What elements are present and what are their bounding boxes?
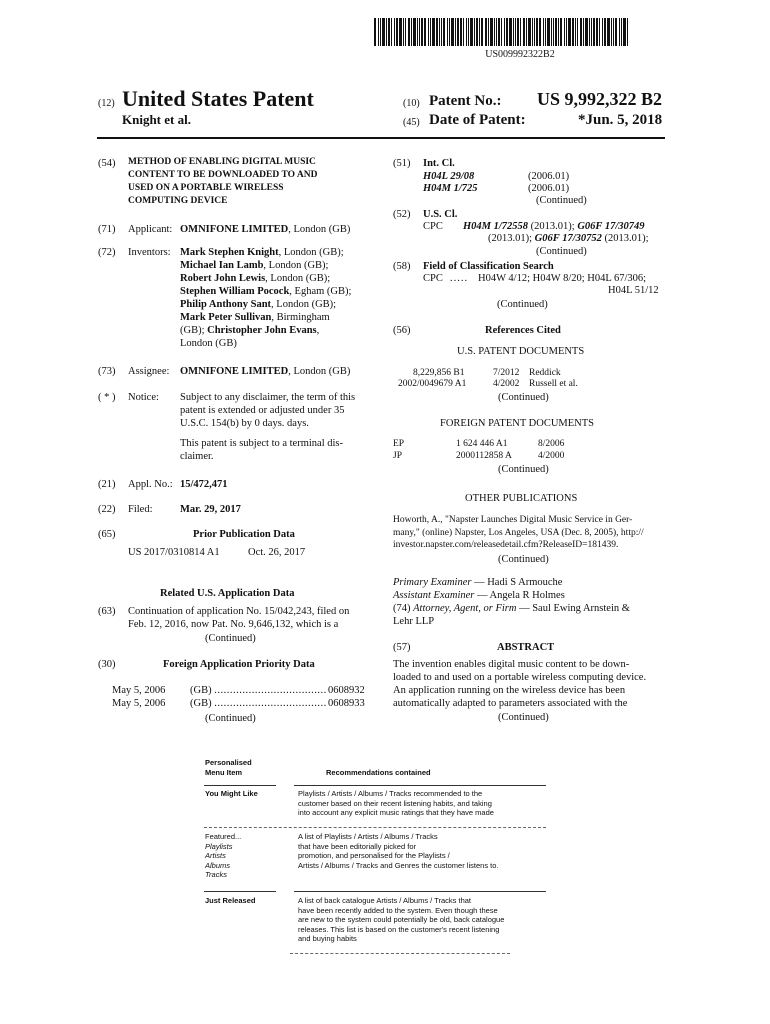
field-dots: ..... [450,273,469,284]
barcode-bar [388,18,390,46]
barcode-bar [564,18,565,46]
barcode-bar [386,18,387,46]
barcode-bar [509,18,512,46]
barcode-bar [532,18,533,46]
applicant: OMNIFONE LIMITED, London (GB) [180,224,351,235]
figure-col2-header: Recommendations contained [326,768,431,777]
barcode-bar [523,18,525,46]
barcode-bar [479,18,480,46]
us-doc-1-inventor: Reddick [529,368,561,378]
references-title: References Cited [485,325,561,336]
abstract-continued: (Continued) [498,712,549,723]
intcl-version-1: (2006.01) [528,171,570,182]
barcode-bar [405,18,406,46]
code-58: (58) [393,261,411,272]
code-71: (71) [98,224,116,235]
barcode-bar [506,18,508,46]
cpc-label: CPC [423,221,443,232]
foreign-docs-continued: (Continued) [498,464,549,475]
figure-row-1-item: You Might Like [205,789,258,798]
code-73: (73) [98,366,116,377]
related-continued: (Continued) [205,633,256,644]
barcode-bar [436,18,438,46]
figure-rule-3b [204,891,276,892]
barcode-bar [430,18,431,46]
patent-number: US 9,992,322 B2 [537,89,663,109]
barcode-bar [536,18,538,46]
filed-date: Mar. 29, 2017 [180,504,241,515]
inventors-list: Mark Stephen Knight, London (GB); Michael Ian Lamb, London (GB); Robert John Lewis, London (GB); Stephen William Pocock, Egham (GB); Philip Anthony Sant, London (GB); Mark Peter Sullivan, Birmingham (GB); Christopher John Evans, London (GB) [180,247,352,349]
barcode-bar [481,18,483,46]
barcode-bar [583,18,584,46]
barcode-bar [528,18,531,46]
barcode-bar [476,18,478,46]
barcode-bar [413,18,416,46]
inventors-label: Inventors: [128,247,171,258]
barcode-bar [421,18,423,46]
code-22: (22) [98,504,116,515]
us-docs-title: U.S. PATENT DOCUMENTS [457,346,585,357]
barcode-bar [599,18,600,46]
barcode-bar [615,18,617,46]
related-text: Continuation of application No. 15/042,243, filed on Feb. 12, 2016, now Pat. No. 9,646,132, which is a [128,606,350,630]
barcode-bar [485,18,487,46]
foreign-row-1-country: (GB) .................................... [190,685,327,696]
barcode-bar [551,18,552,46]
barcode-bar [621,18,622,46]
barcode-bar [568,18,571,46]
prior-publication-title: Prior Publication Data [193,529,295,540]
barcode-bar [545,18,546,46]
barcode-image [374,18,664,46]
code-72: (72) [98,247,116,258]
barcode-bar [602,18,603,46]
field-continued: (Continued) [497,299,548,310]
barcode-bar [572,18,574,46]
attorney-line-2: Lehr LLP [393,616,435,627]
barcode-bar [611,18,612,46]
other-publications-text: Howorth, A., "Napster Launches Digital Music Service in Ger- many," (online) Napster, Los Angeles, USA (Dec. 8, 2005), http:// investor.napster.com/releasedetail.cfm?ReleaseID=181439. [393,515,644,550]
barcode-bar [593,18,595,46]
figure-rule-2 [204,827,546,828]
document-title: United States Patent [122,86,314,111]
terminal-disclaimer: This patent is subject to a terminal dis- claimer. [180,438,344,462]
figure-rule-1b [204,785,276,786]
barcode-bar [580,18,582,46]
barcode-bar [504,18,505,46]
appl-label: Appl. No.: [128,479,173,490]
barcode-bar [501,18,502,46]
barcode-bar [623,18,626,46]
code-notice: ( * ) [98,392,116,403]
barcode-bar [575,18,576,46]
field-search-label: Field of Classification Search [423,261,554,272]
intcl-version-2: (2006.01) [528,183,570,194]
barcode-bar [417,18,418,46]
figure-col1-header: Personalised Menu Item [205,758,252,777]
foreign-continued: (Continued) [205,713,256,724]
barcode-bar [596,18,598,46]
barcode-bar [560,18,562,46]
barcode-bar [534,18,535,46]
foreign-row-1: May 5, 2006 [112,685,166,696]
barcode-bar [553,18,554,46]
barcode-bar [403,18,404,46]
intcl-label: Int. Cl. [423,158,455,169]
barcode-bar [394,18,395,46]
code-52: (52) [393,209,411,220]
figure-rule-3 [294,891,546,892]
barcode-bar [498,18,500,46]
field-cpc-label: CPC [423,273,443,284]
attorney: (74) Attorney, Agent, or Firm — Saul Ewing Arnstein & [393,603,630,614]
notice-text: Subject to any disclaimer, the term of this patent is extended or adjusted under 35 U.S.C. 154(b) by 0 days. days. [180,392,356,429]
barcode-bar [466,18,467,46]
barcode-bar [457,18,459,46]
date-label: Date of Patent: [429,112,526,128]
foreign-row-2-country: (GB) .................................... [190,698,327,709]
barcode-bar [380,18,381,46]
barcode-bar [411,18,412,46]
foreign-doc-2-date: 4/2000 [538,451,565,461]
foreign-doc-2-number: 2000112858 A [456,451,512,461]
barcode-bar [619,18,620,46]
foreign-doc-2-country: JP [393,451,402,461]
barcode-bar [399,18,402,46]
intcl-class-1: H04L 29/08 [423,171,475,182]
assistant-examiner: Assistant Examiner — Angela R Holmes [393,590,565,601]
barcode-bar [419,18,420,46]
foreign-row-2: May 5, 2006 [112,698,166,709]
barcode-bar [451,18,454,46]
barcode-bar [494,18,495,46]
other-publications-continued: (Continued) [498,554,549,565]
barcode-bar [558,18,559,46]
barcode-bar [443,18,445,46]
barcode-bar [566,18,567,46]
primary-examiner: Primary Examiner — Hadi S Armouche [393,577,563,588]
us-doc-1-date: 7/2012 [493,368,520,378]
barcode-bar [428,18,429,46]
related-title: Related U.S. Application Data [160,588,295,599]
abstract-title: ABSTRACT [497,642,555,653]
foreign-doc-1-number: 1 624 446 A1 [456,439,508,449]
assignee-label: Assignee: [128,366,170,377]
us-doc-1-number: 8,229,856 B1 [413,368,465,378]
barcode-bar [526,18,527,46]
foreign-row-2-number: 0608933 [328,698,365,709]
code-57: (57) [393,642,411,653]
patent-date: *Jun. 5, 2018 [578,112,663,128]
barcode-bar [627,18,628,46]
barcode-bar [604,18,606,46]
barcode-bar [463,18,464,46]
code-51: (51) [393,158,411,169]
barcode-bar [460,18,462,46]
us-doc-2-number: 2002/0049679 A1 [398,379,467,389]
barcode-bar [474,18,475,46]
appl-number: 15/472,471 [180,479,228,490]
code-21: (21) [98,479,116,490]
barcode-bar [382,18,385,46]
barcode-bar [488,18,489,46]
barcode-bar [555,18,557,46]
barcode-number: US009992322B2 [485,49,555,60]
barcode-bar [447,18,448,46]
other-publications-title: OTHER PUBLICATIONS [465,493,578,504]
barcode-bar [591,18,592,46]
cpc-line-1: H04M 1/72558 (2013.01); G06F 17/30749 [463,221,645,232]
uscl-label: U.S. Cl. [423,209,458,220]
figure-row-3-item: Just Released [205,896,256,905]
us-docs-continued: (Continued) [498,392,549,403]
barcode-bar [468,18,469,46]
cpc-line-2: (2013.01); G06F 17/30752 (2013.01); [488,233,649,244]
us-doc-2-date: 4/2002 [493,379,520,389]
prior-publication-date: Oct. 26, 2017 [248,547,306,558]
barcode-bar [396,18,398,46]
filed-label: Filed: [128,504,153,515]
foreign-row-1-number: 0608932 [328,685,365,696]
barcode-bar [515,18,516,46]
figure-row-1-desc: Playlists / Artists / Albums / Tracks recommended to the customer based on their recent listening habits, and taking into account any explicit music ratings that they have made [298,789,494,818]
code-45: (45) [403,117,420,128]
barcode-bar [391,18,392,46]
foreign-doc-1-date: 8/2006 [538,439,565,449]
header-rule [97,137,665,139]
foreign-priority-title: Foreign Application Priority Data [163,659,315,670]
foreign-docs-title: FOREIGN PATENT DOCUMENTS [440,418,595,429]
figure-row-2-desc: A list of Playlists / Artists / Albums / Tracks that have been editorially picked for promotion, and personalised for the Playlists / Artists / Albums / Tracks and Genres the customer listens to. [298,832,499,870]
abstract-text: The invention enables digital music content to be down- loaded to and used on a portable wireless computing device. An application running on the wireless device has been automatically adapted to parameters associated with the [393,659,647,709]
inventor-short: Knight et al. [122,112,191,127]
intcl-class-2: H04M 1/725 [423,183,478,194]
uscl-continued: (Continued) [536,246,587,257]
barcode-bar [408,18,410,46]
barcode-bar [441,18,442,46]
code-12: (12) [98,98,115,109]
us-doc-2-inventor: Russell et al. [529,379,578,389]
barcode-bar [513,18,514,46]
barcode-bar [539,18,541,46]
barcode-bar [577,18,578,46]
barcode-bar [378,18,379,46]
intcl-continued: (Continued) [536,195,587,206]
barcode-bar [517,18,519,46]
figure-row-2-item: Featured... Playlists Artists Albums Tracks [205,832,242,880]
code-54: (54) [98,158,116,169]
applicant-label: Applicant: [128,224,173,235]
barcode-bar [432,18,435,46]
barcode-bar [585,18,588,46]
barcode-bar [470,18,473,46]
barcode-bar [607,18,610,46]
assignee: OMNIFONE LIMITED, London (GB) [180,366,351,377]
notice-label: Notice: [128,392,159,403]
prior-publication-number: US 2017/0310814 A1 [128,547,220,558]
barcode-bar [439,18,440,46]
figure-rule-1 [294,785,546,786]
barcode-bar [490,18,493,46]
invention-title: METHOD OF ENABLING DIGITAL MUSIC CONTENT TO BE DOWNLOADED TO AND USED ON A PORTABLE WIRELESS COMPUTING DEVICE [128,157,318,206]
barcode-bar [455,18,456,46]
barcode-bar [374,18,376,46]
code-30: (30) [98,659,116,670]
code-56: (56) [393,325,411,336]
barcode-bar [496,18,497,46]
code-63: (63) [98,606,116,617]
barcode-bar [520,18,521,46]
patent-no-label: Patent No.: [429,93,502,109]
figure-row-3-desc: A list of back catalogue Artists / Albums / Tracks that have been recently added to the system. Even though these are new to the system could potentially be old, back catalogue releases. This list is based on the customer's recent listening and buying habits [298,896,505,944]
barcode-bar [424,18,426,46]
field-line-1: H04W 4/12; H04W 8/20; H04L 67/306; [478,273,647,284]
barcode-bar [543,18,544,46]
figure-rule-4 [290,953,510,954]
barcode-bar [547,18,550,46]
barcode-bar [589,18,590,46]
barcode-bar [613,18,614,46]
foreign-doc-1-country: EP [393,439,405,449]
code-65: (65) [98,529,116,540]
barcode-bar [449,18,450,46]
code-10: (10) [403,98,420,109]
field-line-2: H04L 51/12 [608,285,659,296]
